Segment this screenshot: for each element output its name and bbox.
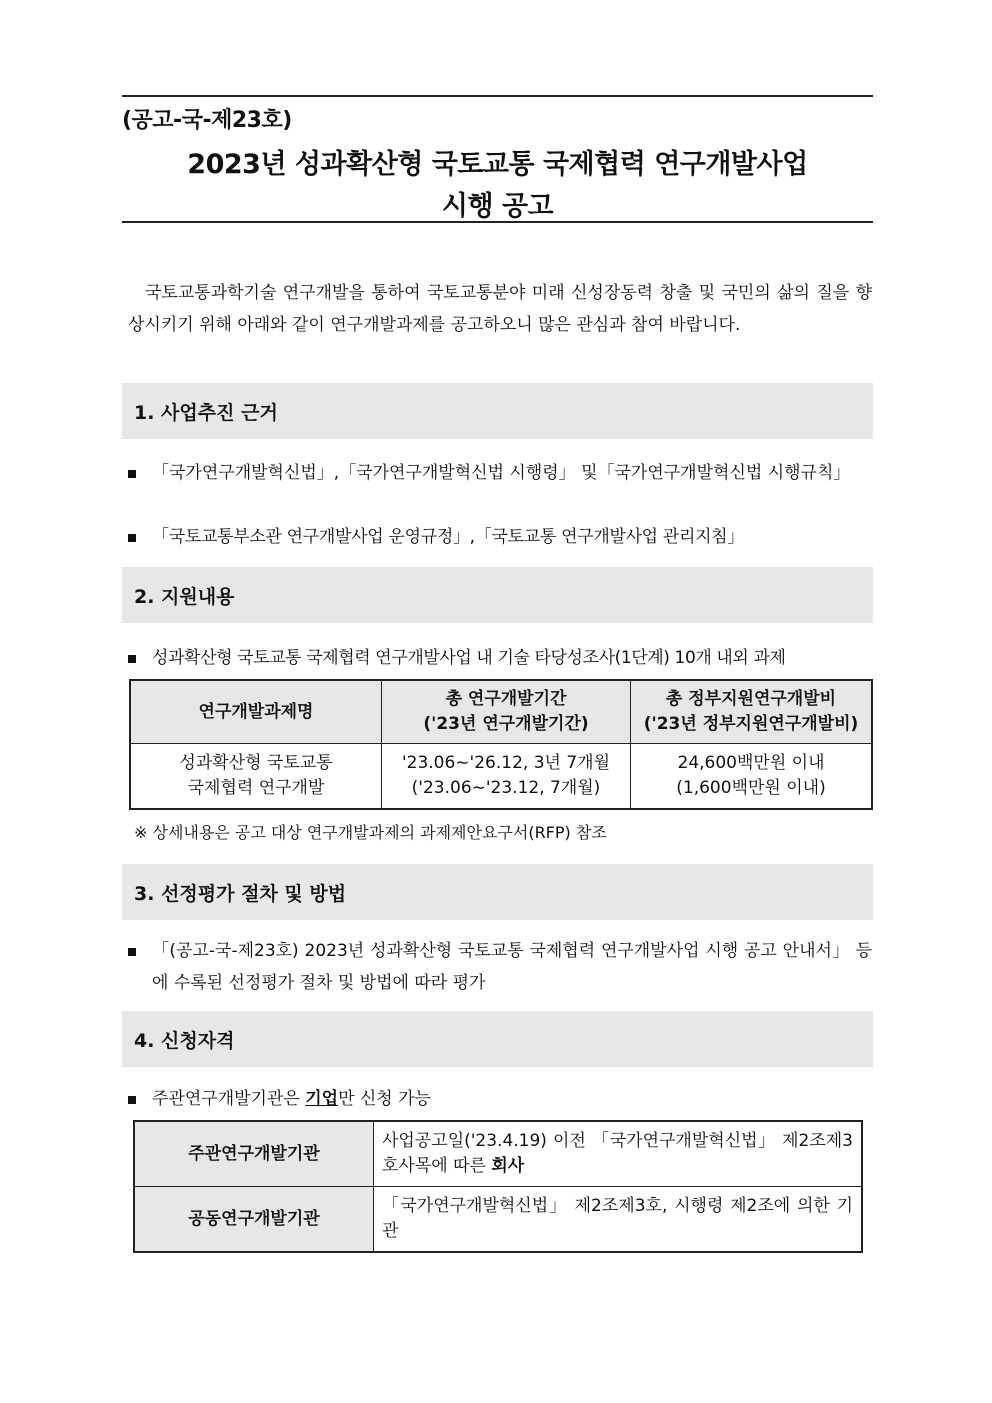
section-1-heading: 1. 사업추진 근거 <box>134 402 278 424</box>
section-3-header <box>122 864 873 920</box>
header-cell-budget <box>631 681 872 744</box>
section-2-header <box>122 567 873 623</box>
header-cell-project <box>131 681 382 744</box>
header-cell-period <box>382 681 631 744</box>
cell-text: ('23.06∼'23.12, 7개월) <box>411 778 601 798</box>
cell-project-name <box>131 744 382 809</box>
rfp-note: ※ 상세내용은 공고 대상 연구개발과제의 과제제안요구서(RFP) 참조 <box>134 823 607 842</box>
section-1-bullet-2 <box>128 521 872 553</box>
bottom-rule <box>122 221 873 223</box>
value-emphasis: 회사 <box>491 1156 525 1176</box>
bullet-text-emphasis: 기업 <box>305 1089 339 1109</box>
header-subtext: ('23년 연구개발기간) <box>423 714 589 734</box>
table-header-row <box>131 681 872 744</box>
square-bullet-icon <box>128 655 136 663</box>
notice-number: (공고-국-제23호) <box>122 108 292 133</box>
section-2-heading: 2. 지원내용 <box>134 586 235 608</box>
intro-paragraph: 국토교통과학기술 연구개발을 통하여 국토교통분야 미래 신성장동력 창출 및 국민의 삶의 질을 향상시키기 위해 아래와 같이 연구개발과제를 공고하오니 많은 관심과 참여 바랍니다. <box>128 283 872 335</box>
label-joint-institution: 공동연구개발기관 <box>135 1187 374 1252</box>
bullet-text <box>152 1083 872 1115</box>
bullet-text-post: 만 신청 가능 <box>338 1089 431 1109</box>
cell-text: (1,600백만원 이내) <box>676 778 826 798</box>
section-1-header <box>122 383 873 439</box>
value-text: 「국가연구개발혁신법」 제2조제3호, 시행령 제2조에 의한 기관 <box>382 1196 853 1241</box>
section-4-bullet <box>128 1083 872 1115</box>
square-bullet-icon <box>128 534 136 542</box>
bullet-text: 성과확산형 국토교통 국제협력 연구개발사업 내 기술 타당성조사(1단계) 10개 내외 과제 <box>152 648 786 668</box>
section-3-heading: 3. 선정평가 절차 및 방법 <box>134 883 347 905</box>
cell-period <box>382 744 631 809</box>
square-bullet-icon <box>128 1096 136 1104</box>
bullet-text-pre: 주관연구개발기관은 <box>152 1089 306 1109</box>
section-3-bullet <box>128 935 872 999</box>
table-row <box>135 1122 862 1187</box>
table-row <box>131 744 872 809</box>
square-bullet-icon <box>128 948 136 956</box>
section-1-bullet-1 <box>128 457 872 521</box>
section-2-bullet <box>128 642 872 674</box>
square-bullet-icon <box>128 470 136 478</box>
header-text: 총 정부지원연구개발비 <box>665 689 837 709</box>
title-line-1: 2023년 성과확산형 국토교통 국제협력 연구개발사업 <box>187 149 808 180</box>
cell-text: 국제협력 연구개발 <box>187 778 325 798</box>
section-4-header <box>122 1011 873 1067</box>
label-lead-institution: 주관연구개발기관 <box>135 1122 374 1187</box>
support-table <box>130 680 872 809</box>
table-row <box>135 1187 862 1252</box>
bullet-text: 「국토교통부소관 연구개발사업 운영규정」,「국토교통 연구개발사업 관리지침」 <box>152 527 745 547</box>
cell-text: 성과확산형 국토교통 <box>179 753 333 773</box>
cell-budget <box>631 744 872 809</box>
header-subtext: ('23년 정부지원연구개발비) <box>643 714 859 734</box>
top-rule <box>122 95 873 97</box>
bullet-text: 「(공고-국-제23호) 2023년 성과확산형 국토교통 국제협력 연구개발사업 시행 공고 안내서」 등에 수록된 선정평가 절차 및 방법에 따라 평가 <box>152 941 872 993</box>
header-text: 총 연구개발기간 <box>445 689 567 709</box>
value-joint-institution <box>374 1187 862 1252</box>
eligibility-table <box>134 1121 862 1252</box>
title-line-2: 시행 공고 <box>441 191 554 222</box>
section-4-heading: 4. 신청자격 <box>134 1030 235 1052</box>
header-text: 연구개발과제명 <box>198 701 314 722</box>
bullet-text: 「국가연구개발혁신법」,「국가연구개발혁신법 시행령」 및「국가연구개발혁신법 시행규칙」 <box>152 463 851 483</box>
value-text: 사업공고일('23.4.19) 이전 「국가연구개발혁신법」 제2조제3호사목에 따른 <box>382 1131 853 1176</box>
value-lead-institution <box>374 1122 862 1187</box>
cell-text: 24,600백만원 이내 <box>677 753 825 773</box>
cell-text: '23.06∼'26.12, 3년 7개월 <box>401 753 611 773</box>
